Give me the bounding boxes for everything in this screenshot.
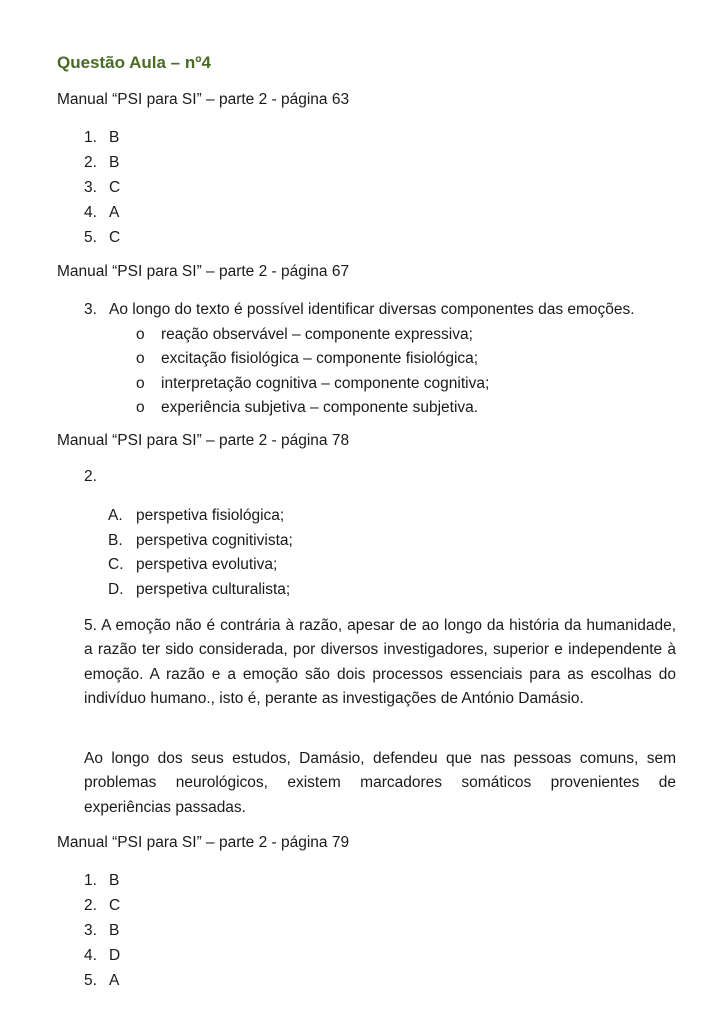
item-answer: B [109, 154, 120, 171]
section-heading-p78: Manual “PSI para SI” – parte 2 - página 78 [57, 432, 350, 449]
bullet-text: excitação fisiológica – componente fisiológica; [161, 350, 479, 367]
bullet-item [84, 347, 635, 372]
list-item [108, 529, 293, 554]
bullet-text: interpretação cognitiva – componente cognitiva; [161, 374, 490, 392]
question-text: Ao longo do texto é possível identificar diversas componentes das emoções. [109, 301, 635, 318]
item-number: 5. [84, 972, 97, 989]
list-item [84, 200, 120, 225]
item-number: 2. [84, 897, 97, 914]
item-answer: C [109, 229, 121, 246]
item-number: 1. [84, 129, 97, 146]
question-5-paragraph: 5. A emoção não é contrária à razão, apesar de ao longo da história da humanidade, a razão ter sido considerada, por diversos investigadores, superior e independente à emoção. A razão e a emoção são dois processos essenciais para as escolhas do indivíduo humano., isto é, perante as investigações de António Damásio. [84, 617, 676, 707]
list-item [84, 150, 120, 175]
bullet-text: reação observável – componente expressiva; [161, 325, 473, 343]
list-item [84, 918, 120, 943]
list-item [84, 893, 120, 918]
item-answer: A [109, 972, 120, 989]
item-letter: D. [108, 580, 124, 598]
item-number: 2. [84, 154, 97, 171]
answer-list-p63 [84, 125, 120, 250]
bullet-icon: o [136, 325, 145, 343]
bullet-item [84, 372, 635, 397]
section-heading-p67: Manual “PSI para SI” – parte 2 - página 67 [57, 263, 350, 280]
list-item [108, 578, 293, 603]
item-number: 3. [84, 922, 97, 939]
section-heading-p79: Manual “PSI para SI” – parte 2 - página 79 [57, 834, 350, 851]
item-number: 1. [84, 872, 97, 889]
bullet-item [84, 323, 635, 348]
question-2-number: 2. [84, 468, 97, 485]
bullet-icon: o [136, 399, 145, 416]
item-number: 5. [84, 229, 97, 246]
bullet-icon: o [136, 374, 145, 392]
item-letter: A. [108, 507, 123, 524]
item-answer: B [109, 922, 120, 939]
item-text: perspetiva fisiológica; [136, 507, 285, 524]
item-number: 4. [84, 947, 97, 964]
item-answer: C [109, 179, 121, 196]
item-number: 3. [84, 179, 97, 196]
item-letter: B. [108, 531, 123, 549]
question-5-paragraph-2: Ao longo dos seus estudos, Damásio, defendeu que nas pessoas comuns, sem problemas neurológicos, existem marcadores somáticos provenientes de experiências passadas. [84, 750, 676, 816]
item-text: perspetiva evolutiva; [136, 556, 278, 573]
item-letter: C. [108, 556, 124, 573]
bullet-text: experiência subjetiva – componente subjetiva. [161, 399, 479, 416]
list-item [84, 225, 120, 250]
item-number: 4. [84, 204, 97, 221]
item-text: perspetiva cognitivista; [136, 531, 293, 549]
item-answer: B [109, 129, 120, 146]
section-heading-p63: Manual “PSI para SI” – parte 2 - página 63 [57, 91, 350, 108]
question-number: 3. [84, 301, 97, 318]
question-3-block [84, 298, 635, 421]
question-2-list [108, 504, 293, 602]
item-text: perspetiva culturalista; [136, 580, 291, 598]
list-item [84, 175, 120, 200]
answer-list-p79 [84, 868, 120, 993]
item-answer: C [109, 897, 121, 914]
list-item [108, 504, 293, 529]
item-answer: A [109, 204, 120, 221]
list-item [108, 553, 293, 578]
item-answer: B [109, 872, 120, 889]
list-item [84, 868, 120, 893]
list-item [84, 943, 120, 968]
bullet-icon: o [136, 350, 145, 367]
bullet-item [84, 396, 635, 421]
question-3 [84, 298, 635, 323]
list-item [84, 968, 120, 993]
item-answer: D [109, 947, 121, 964]
page-title: Questão Aula – nº4 [57, 53, 211, 72]
list-item [84, 125, 120, 150]
